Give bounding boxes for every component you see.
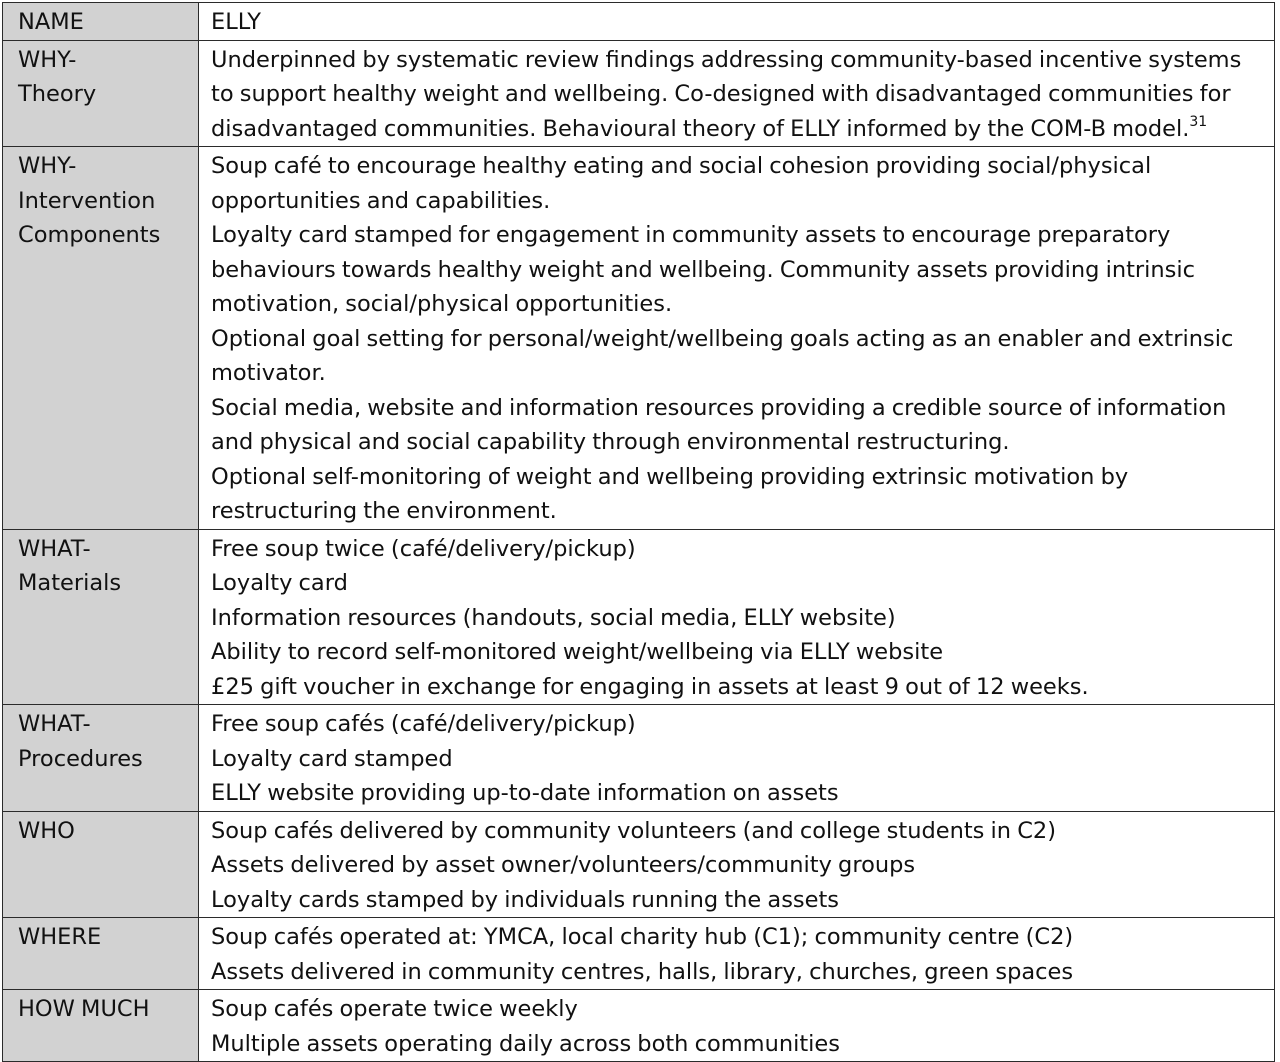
- row-label-cell: [3, 918, 199, 990]
- row-label-text: NAME: [18, 9, 84, 35]
- content-text: Loyalty card stamped for engagement in community assets to encourage preparatory: [211, 222, 1171, 248]
- content-text: Free soup twice (café/delivery/pickup): [211, 535, 636, 562]
- content-line: [211, 670, 1268, 705]
- row-label-cell: [3, 147, 199, 530]
- content-text: Loyalty card: [211, 570, 348, 596]
- table-row: [3, 3, 1275, 41]
- table-row: [3, 40, 1275, 147]
- content-text: Assets delivered in community centres, halls, library, churches, green spaces: [211, 958, 1074, 985]
- row-content-cell: [199, 811, 1275, 918]
- content-text: motivation, social/physical opportunities.: [211, 291, 673, 317]
- content-text: Multiple assets operating daily across both communities: [211, 1030, 840, 1057]
- content-text: disadvantaged communities. Behavioural theory of ELLY informed by the COM-B model.: [211, 115, 1190, 142]
- row-label-text: WHAT-: [18, 535, 91, 562]
- content-text: ELLY website providing up-to-date information on assets: [211, 780, 839, 806]
- row-label-text: Components: [18, 222, 161, 248]
- content-line: [211, 814, 1268, 849]
- content-text: £25 gift voucher in exchange for engaging in assets at least 9 out of 12 weeks.: [211, 673, 1089, 700]
- content-line: [211, 460, 1268, 495]
- content-text: Optional goal setting for personal/weight/wellbeing goals acting as an enabler and extrinsic: [211, 325, 1234, 352]
- content-text: to support healthy weight and wellbeing. Co-designed with disadvantaged communities for: [211, 81, 1231, 107]
- content-line: [211, 43, 1268, 78]
- content-line: [211, 425, 1268, 460]
- table-row: [3, 990, 1275, 1062]
- row-label-text: WHY-: [18, 46, 77, 73]
- content-line: [211, 356, 1268, 391]
- row-label-cell: [3, 529, 199, 705]
- row-label-text: WHO: [18, 817, 75, 844]
- content-text: behaviours towards healthy weight and wellbeing. Community assets providing intrinsic: [211, 256, 1196, 283]
- row-label-cell: [3, 811, 199, 918]
- content-line: [211, 848, 1268, 883]
- content-text: Underpinned by systematic review findings addressing community-based incentive systems: [211, 46, 1242, 73]
- content-line: [211, 184, 1268, 219]
- content-line: [211, 287, 1268, 322]
- row-content-cell: [199, 918, 1275, 990]
- content-text: Free soup cafés (café/delivery/pickup): [211, 711, 636, 737]
- content-text: Soup cafés operate twice weekly: [211, 996, 578, 1022]
- content-line: [211, 992, 1268, 1027]
- content-text: Loyalty cards stamped by individuals running the assets: [211, 886, 840, 913]
- content-line: [211, 955, 1268, 990]
- content-line: [211, 494, 1268, 529]
- table-row: [3, 705, 1275, 812]
- content-text: Soup cafés operated at: YMCA, local charity hub (C1); community centre (C2): [211, 924, 1074, 950]
- row-label-text: Materials: [18, 570, 122, 596]
- content-line: [211, 742, 1268, 777]
- content-line: [211, 532, 1268, 567]
- row-label-text: Theory: [18, 81, 97, 107]
- row-content-cell: [199, 990, 1275, 1062]
- row-label-text: WHY-: [18, 153, 77, 179]
- row-content-cell: [199, 705, 1275, 812]
- content-line: [211, 218, 1268, 253]
- content-line: [211, 149, 1268, 184]
- content-line: [211, 707, 1268, 742]
- content-line: [211, 920, 1268, 955]
- content-line: [211, 1027, 1268, 1062]
- row-label-cell: [3, 990, 199, 1062]
- row-label-text: WHAT-: [18, 711, 91, 737]
- content-line: [211, 776, 1268, 811]
- content-text: and physical and social capability through environmental restructuring.: [211, 429, 1010, 455]
- row-label-text: WHERE: [18, 924, 102, 950]
- table-row: [3, 918, 1275, 990]
- content-text: Social media, website and information resources providing a credible source of information: [211, 394, 1227, 421]
- row-label-text: HOW MUCH: [18, 996, 150, 1022]
- content-text: opportunities and capabilities.: [211, 187, 551, 214]
- row-label-text: Intervention: [18, 187, 156, 214]
- content-line: [211, 601, 1268, 636]
- row-content-cell: [199, 147, 1275, 530]
- table-row: [3, 147, 1275, 530]
- content-text: ELLY: [211, 9, 262, 35]
- row-content-cell: [199, 3, 1275, 41]
- table-row: [3, 811, 1275, 918]
- row-label-cell: [3, 705, 199, 812]
- footnote-reference: 31: [1189, 113, 1208, 130]
- content-line: [211, 391, 1268, 426]
- content-line: [211, 253, 1268, 288]
- intervention-table: [2, 2, 1275, 1062]
- row-label-cell: [3, 3, 199, 41]
- content-text: Soup café to encourage healthy eating and social cohesion providing social/physical: [211, 153, 1152, 179]
- content-text: motivator.: [211, 360, 326, 386]
- row-label-cell: [3, 40, 199, 147]
- content-text: Ability to record self-monitored weight/wellbeing via ELLY website: [211, 639, 944, 665]
- content-text: Loyalty card stamped: [211, 745, 453, 772]
- content-text: Assets delivered by asset owner/volunteers/community groups: [211, 852, 916, 878]
- table-body: [3, 3, 1275, 1062]
- content-text: Soup cafés delivered by community volunteers (and college students in C2): [211, 817, 1056, 844]
- content-line: [211, 883, 1268, 918]
- content-line: [211, 322, 1268, 357]
- row-content-cell: [199, 529, 1275, 705]
- row-content-cell: [199, 40, 1275, 147]
- row-label-text: Procedures: [18, 745, 143, 772]
- content-text: Optional self-monitoring of weight and wellbeing providing extrinsic motivation by: [211, 463, 1129, 490]
- content-line: [211, 566, 1268, 601]
- content-line: [211, 635, 1268, 670]
- table-row: [3, 529, 1275, 705]
- content-line: [211, 5, 1268, 40]
- content-text: Information resources (handouts, social media, ELLY website): [211, 604, 896, 631]
- content-line: [211, 112, 1268, 147]
- content-line: [211, 77, 1268, 112]
- content-text: restructuring the environment.: [211, 498, 557, 524]
